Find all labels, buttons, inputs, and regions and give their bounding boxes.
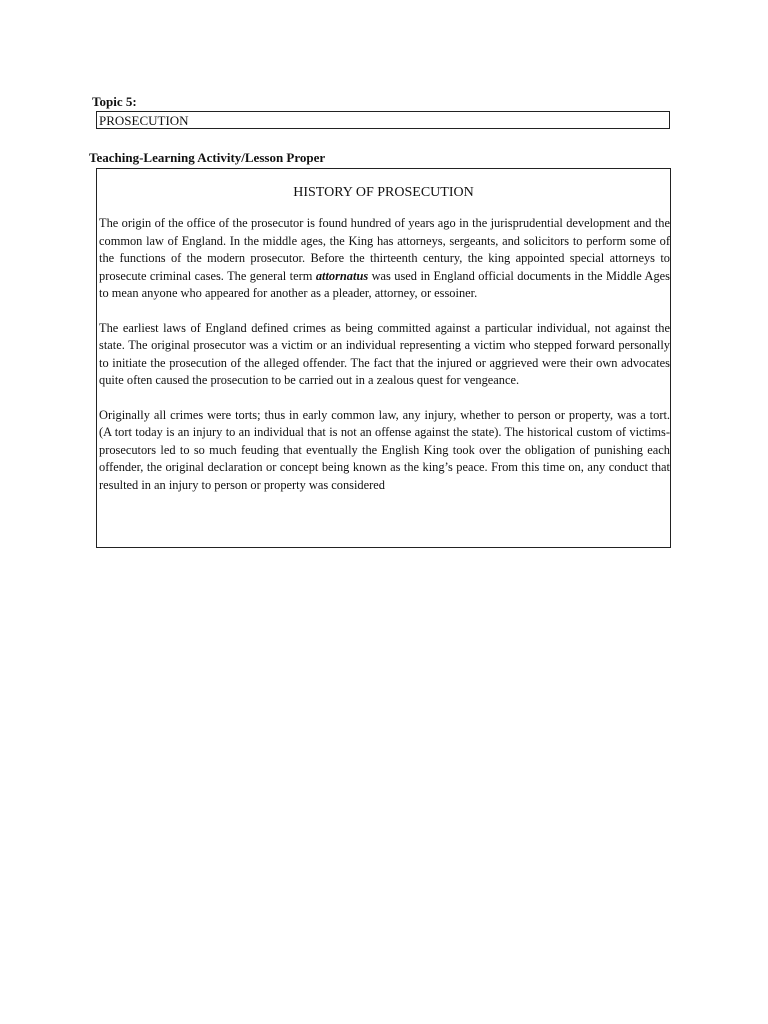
topic-title-box: PROSECUTION (96, 111, 670, 129)
paragraph-earliest-laws: The earliest laws of England defined crimes as being committed against a particular individual, not against the state. The original prosecutor was a victim or an individual representing a victim who stepped forward personally to initiate the prosecution of the alleged offender. The fact that the injured or aggrieved were their own advocates quite often caused the prosecution to be carried out in a zealous quest for vengeance. (99, 320, 670, 387)
lesson-label: Teaching-Learning Activity/Lesson Proper (89, 150, 326, 165)
paragraph-origin (99, 215, 670, 303)
lesson-content-box (96, 168, 671, 548)
topic-label: Topic 5: (92, 94, 137, 109)
content-title: HISTORY OF PROSECUTION (293, 185, 474, 200)
paragraph-origin-after: was used in England official documents in the Middle Ages to mean anyone who appeared for another as a pleader, attorney, or essoiner. (99, 268, 670, 300)
term-attornatus: attornatus (315, 268, 369, 283)
paragraph-origin-before: The origin of the office of the prosecutor is found hundred of years ago in the jurisprudential development and the common law of England. In the middle ages, the King has attorneys, sergeants, and solicitors to perform some of the functions of the modern prosecutor. Before the thirteenth century, the king appointed special attorneys to prosecute criminal cases. The general term (99, 216, 670, 283)
paragraph-torts: Originally all crimes were torts; thus in early common law, any injury, whether to person or property, was a tort. (A tort today is an injury to an individual that is not an offense against the state). The historical custom of victims-prosecutors led to so much feuding that eventually the English King took over the obligation of punishing each offender, the original declaration or concept being known as the king’s peace. From this time on, any conduct that resulted in an injury to person or property was considered (99, 407, 670, 492)
